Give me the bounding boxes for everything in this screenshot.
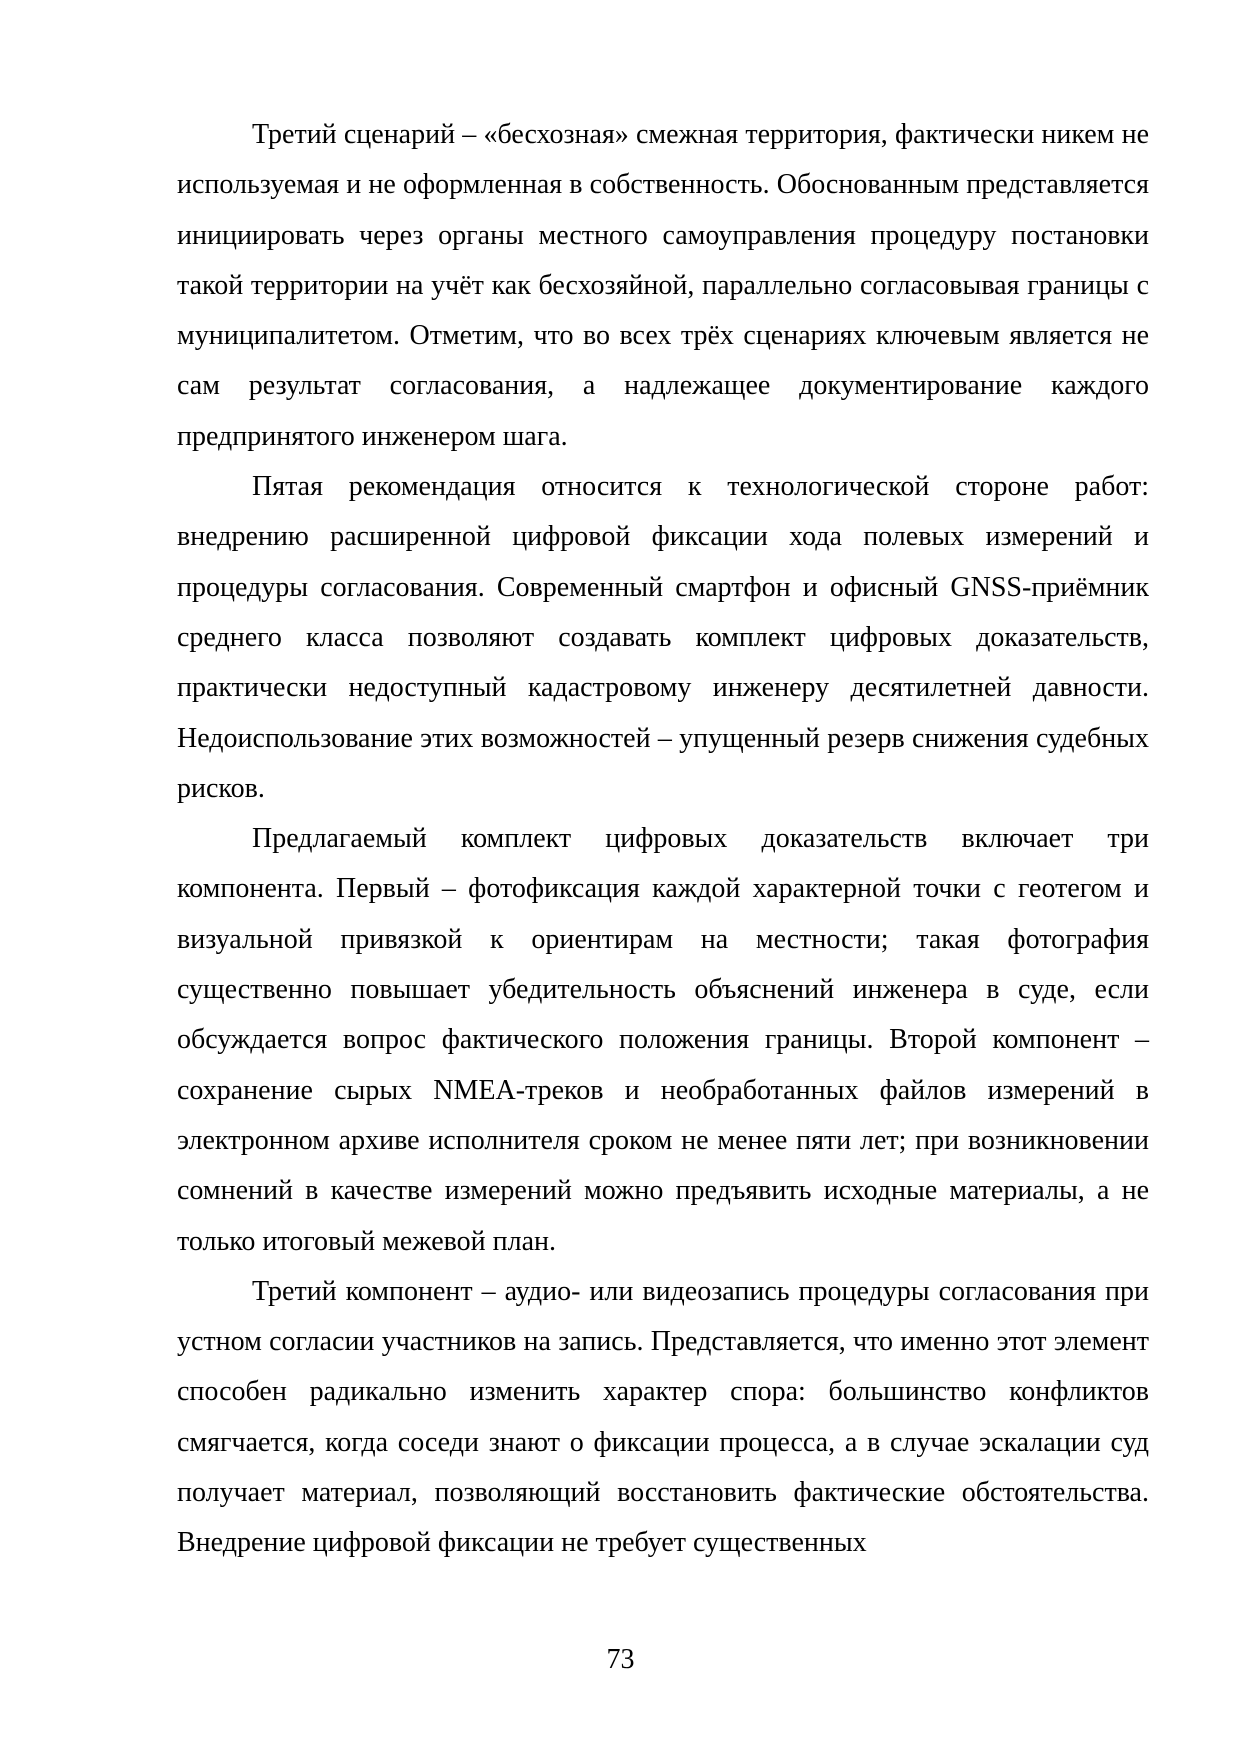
body-text <box>177 110 1149 1569</box>
paragraph-3: Предлагаемый комплект цифровых доказательств включает три компонента. Первый – фотофиксация каждой характерной точки с геотегом и визуальной привязкой к ориентирам на местности; такая фотография существенно повышает убедительность объяснений инженера в суде, если обсуждается вопрос фактического положения границы. Второй компонент – сохранение сырых NMEA-треков и необработанных файлов измерений в электронном архиве исполнителя сроком не менее пяти лет; при возникновении сомнений в качестве измерений можно предъявить исходные материалы, а не только итоговый межевой план. <box>177 823 1149 1257</box>
paragraph-1: Третий сценарий – «бесхозная» смежная территория, фактически никем не используемая и не оформленная в собственность. Обоснованным представляется инициировать через органы местного самоуправления процедуру постановки такой территории на учёт как бесхозяйной, параллельно согласовывая границы с муниципалитетом. Отметим, что во всех трёх сценариях ключевым является не сам результат согласования, а надлежащее документирование каждого предпринятого инженером шага. <box>177 119 1149 452</box>
paragraph-4: Третий компонент – аудио- или видеозапись процедуры согласования при устном согласии участников на запись. Представляется, что именно этот элемент способен радикально изменить характер спора: большинство конфликтов смягчается, когда соседи знают о фиксации процесса, а в случае эскалации суд получает материал, позволяющий восстановить фактические обстоятельства. Внедрение цифровой фиксации не требует существенных <box>177 1275 1149 1559</box>
page-number: 73 <box>606 1644 635 1675</box>
paragraph-2: Пятая рекомендация относится к технологической стороне работ: внедрению расширенной цифровой фиксации хода полевых измерений и процедуры согласования. Современный смартфон и офисный GNSS-приёмник среднего класса позволяют создавать комплект цифровых доказательств, практически недоступный кадастровому инженеру десятилетней давности. Недоиспользование этих возможностей – упущенный резерв снижения судебных рисков. <box>177 471 1149 804</box>
